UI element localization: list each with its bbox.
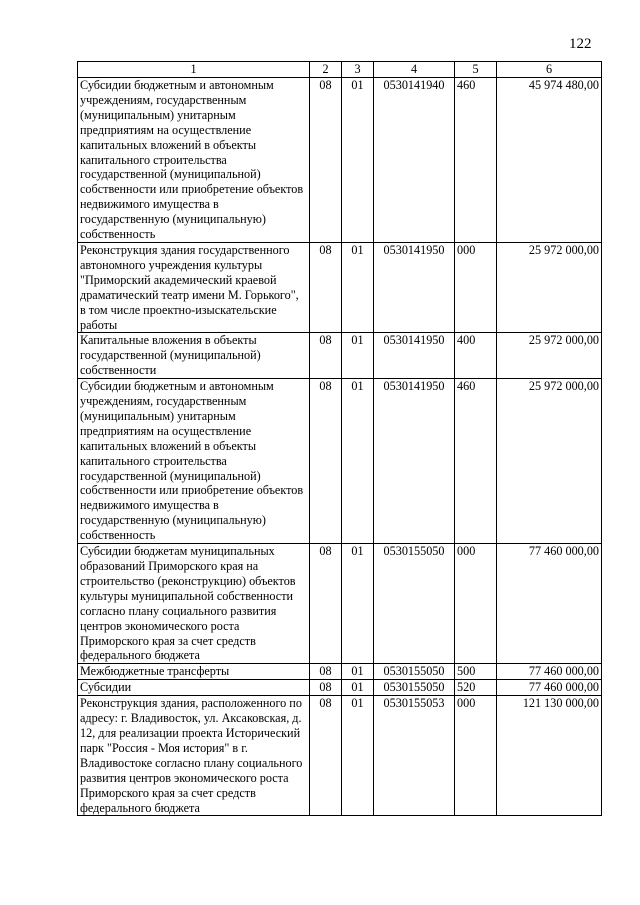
row-expense-type: 000 [455,242,497,332]
row-target: 0530141950 [374,379,455,544]
row-section: 08 [310,664,342,680]
row-target: 0530155050 [374,664,455,680]
row-name: Субсидии [78,680,310,696]
budget-table [77,61,602,816]
row-expense-type: 520 [455,680,497,696]
row-name: Субсидии бюджетам муниципальных образований Приморского края на строительство (реконструкцию) объектов культуры муниципальной собственности согласно плану социального развития центров экономического роста Приморского края за счет средств федерального бюджета [78,544,310,664]
row-amount: 77 460 000,00 [497,544,602,664]
table-row [78,78,602,243]
column-header-expense-type: 5 [455,62,497,78]
row-subsection: 01 [342,78,374,243]
row-expense-type: 500 [455,664,497,680]
row-name: Реконструкция здания, расположенного по адресу: г. Владивосток, ул. Аксаковская, д. 12, для реализации проекта Исторический парк "Россия - Моя история" в г. Владивостоке согласно плану социального развития центров экономического роста Приморского края за счет средств федерального бюджета [78,696,310,816]
column-header-amount: 6 [497,62,602,78]
column-header-target: 4 [374,62,455,78]
page-number: 122 [569,36,592,52]
column-header-subsection: 3 [342,62,374,78]
row-name: Межбюджетные трансферты [78,664,310,680]
row-amount: 25 972 000,00 [497,242,602,332]
row-target: 0530155050 [374,680,455,696]
row-section: 08 [310,242,342,332]
row-subsection: 01 [342,664,374,680]
table-row [78,680,602,696]
table-row [78,242,602,332]
row-subsection: 01 [342,333,374,379]
row-amount: 77 460 000,00 [497,680,602,696]
row-expense-type: 000 [455,544,497,664]
row-subsection: 01 [342,379,374,544]
row-section: 08 [310,379,342,544]
row-amount: 77 460 000,00 [497,664,602,680]
row-expense-type: 460 [455,379,497,544]
table-row [78,696,602,816]
row-target: 0530155053 [374,696,455,816]
row-name: Реконструкция здания государственного автономного учреждения культуры "Приморский академический краевой драматический театр имени М. Горького", в том числе проектно-изыскательские работы [78,242,310,332]
row-subsection: 01 [342,680,374,696]
row-subsection: 01 [342,242,374,332]
row-section: 08 [310,544,342,664]
row-target: 0530141950 [374,242,455,332]
row-section: 08 [310,680,342,696]
row-target: 0530155050 [374,544,455,664]
table-header-row [78,62,602,78]
row-expense-type: 460 [455,78,497,243]
table-row [78,664,602,680]
row-section: 08 [310,696,342,816]
row-subsection: 01 [342,696,374,816]
row-name: Капитальные вложения в объекты государственной (муниципальной) собственности [78,333,310,379]
row-amount: 25 972 000,00 [497,333,602,379]
row-name: Субсидии бюджетным и автономным учреждениям, государственным (муниципальным) унитарным предприятиям на осуществление капитальных вложений в объекты капитального строительства государственной (муниципальной) собственности или приобретение объектов недвижимого имущества в государственную (муниципальную) собственность [78,379,310,544]
row-name: Субсидии бюджетным и автономным учреждениям, государственным (муниципальным) унитарным предприятиям на осуществление капитальных вложений в объекты капитального строительства государственной (муниципальной) собственности или приобретение объектов недвижимого имущества в государственную (муниципальную) собственность [78,78,310,243]
row-subsection: 01 [342,544,374,664]
column-header-name: 1 [78,62,310,78]
row-amount: 121 130 000,00 [497,696,602,816]
row-expense-type: 000 [455,696,497,816]
table-row [78,379,602,544]
row-expense-type: 400 [455,333,497,379]
row-section: 08 [310,78,342,243]
row-section: 08 [310,333,342,379]
row-amount: 25 972 000,00 [497,379,602,544]
table-row [78,333,602,379]
row-target: 0530141950 [374,333,455,379]
row-target: 0530141940 [374,78,455,243]
column-header-section: 2 [310,62,342,78]
row-amount: 45 974 480,00 [497,78,602,243]
table-row [78,544,602,664]
